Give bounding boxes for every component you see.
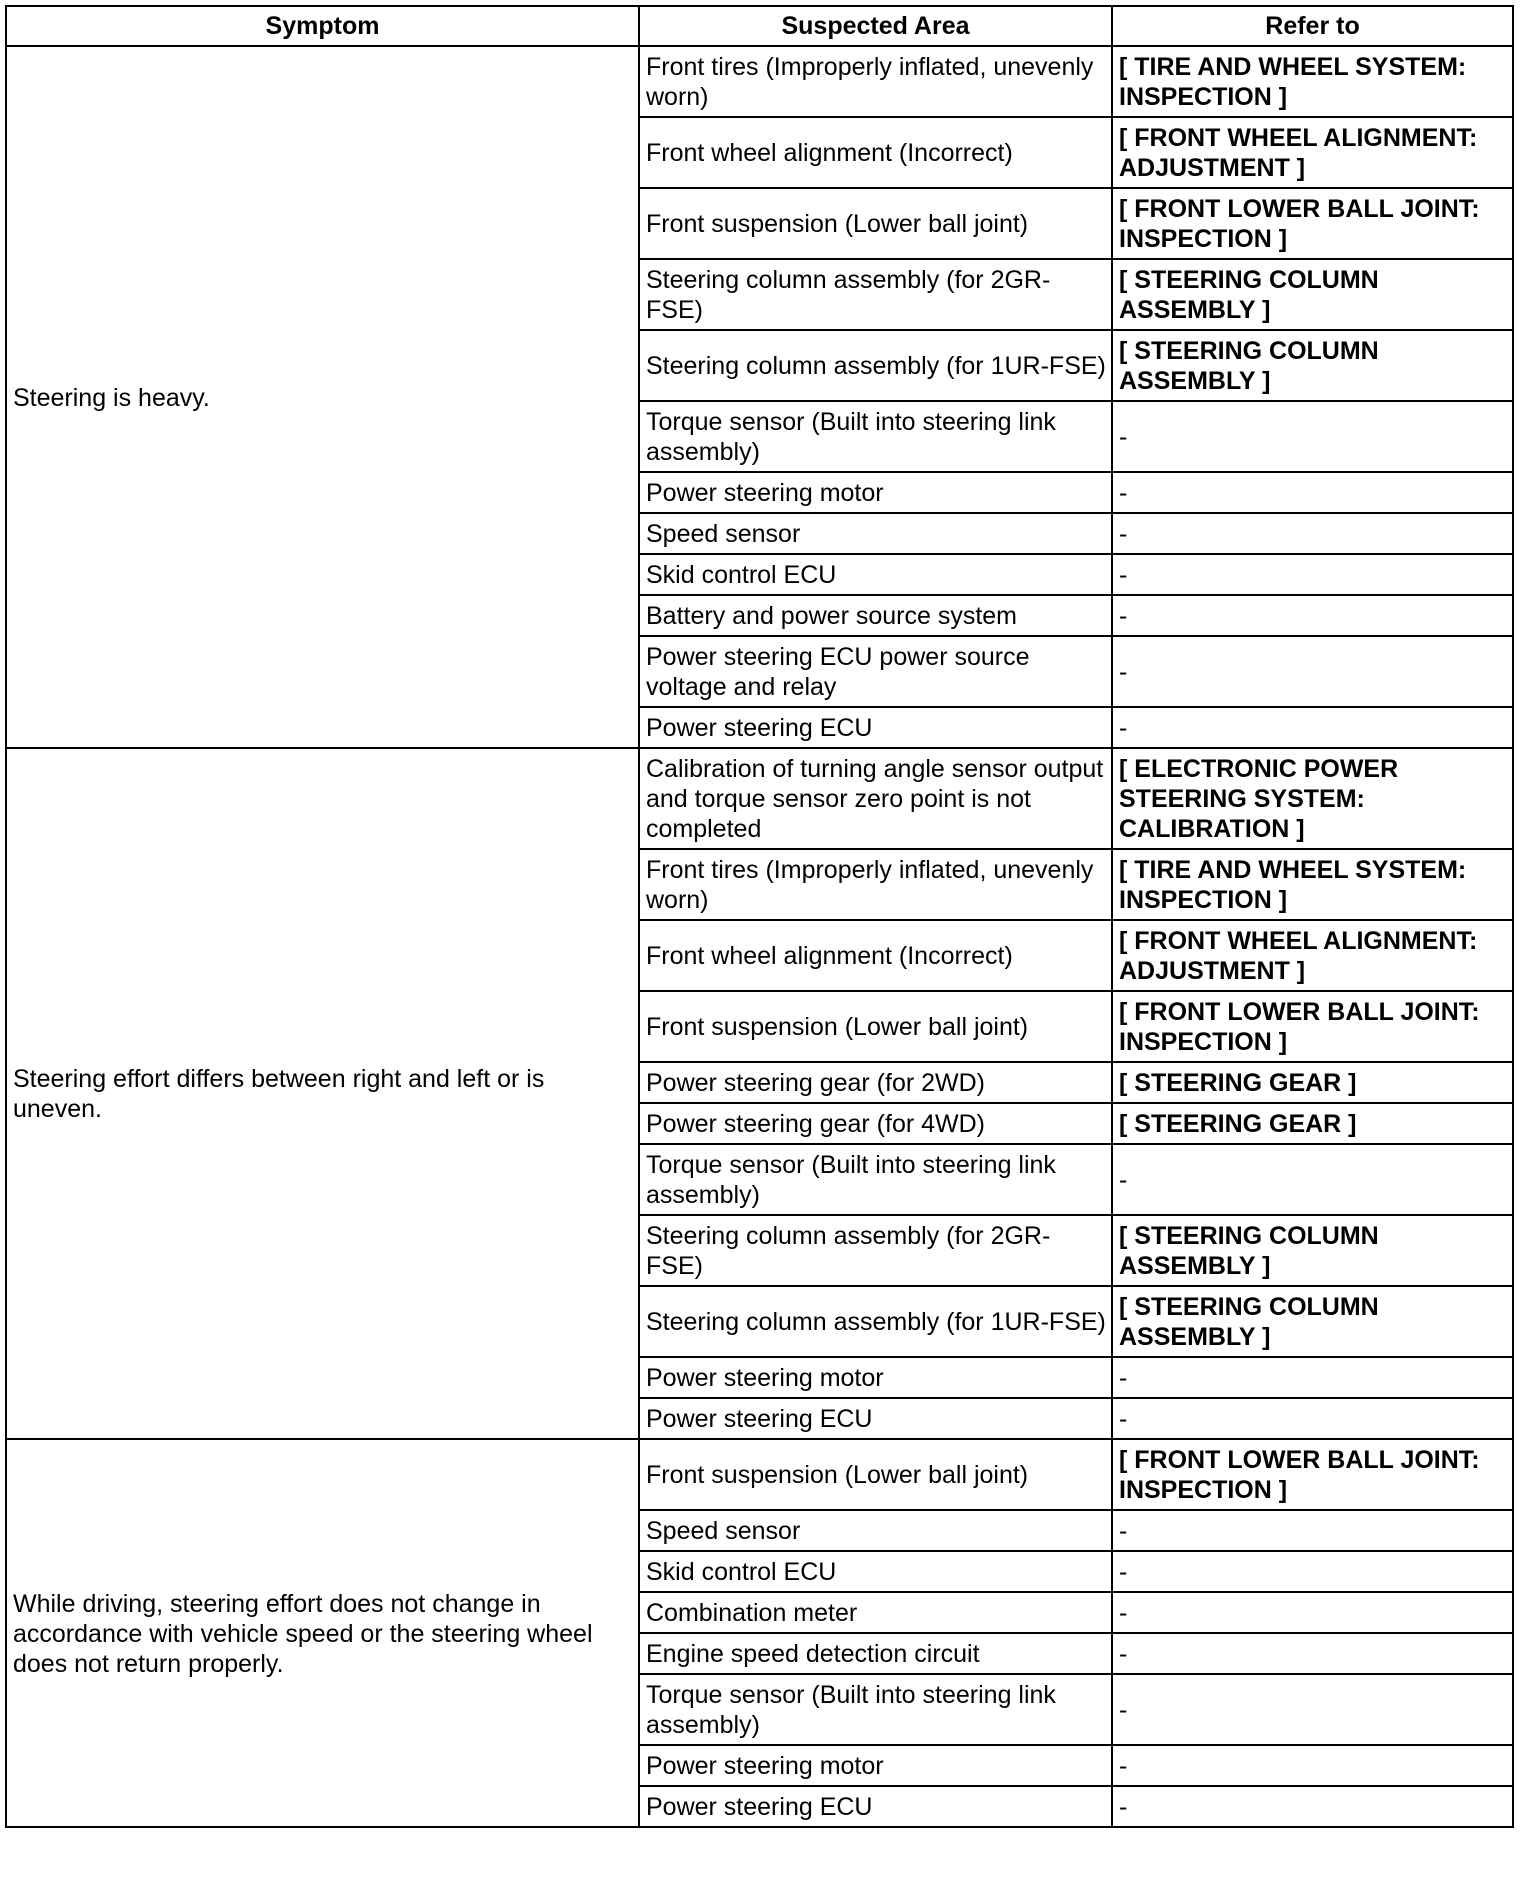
header-symptom: Symptom [6,6,639,46]
suspected-area-cell: Front wheel alignment (Incorrect) [639,920,1112,991]
refer-to-cell: [ TIRE AND WHEEL SYSTEM: INSPECTION ] [1112,46,1513,117]
suspected-area-cell: Power steering motor [639,1357,1112,1398]
refer-to-cell: - [1112,1633,1513,1674]
refer-to-cell: [ FRONT WHEEL ALIGNMENT: ADJUSTMENT ] [1112,117,1513,188]
suspected-area-cell: Power steering motor [639,472,1112,513]
suspected-area-cell: Speed sensor [639,513,1112,554]
suspected-area-cell: Steering column assembly (for 2GR-FSE) [639,259,1112,330]
refer-to-cell: - [1112,707,1513,748]
refer-to-cell: [ FRONT LOWER BALL JOINT: INSPECTION ] [1112,991,1513,1062]
refer-to-cell: [ STEERING COLUMN ASSEMBLY ] [1112,259,1513,330]
refer-to-cell: - [1112,554,1513,595]
refer-to-cell: [ STEERING GEAR ] [1112,1062,1513,1103]
suspected-area-cell: Front suspension (Lower ball joint) [639,1439,1112,1510]
header-refer-to: Refer to [1112,6,1513,46]
suspected-area-cell: Calibration of turning angle sensor output and torque sensor zero point is not completed [639,748,1112,849]
refer-to-cell: - [1112,1674,1513,1745]
suspected-area-cell: Steering column assembly (for 2GR-FSE) [639,1215,1112,1286]
refer-to-cell: - [1112,1551,1513,1592]
suspected-area-cell: Front suspension (Lower ball joint) [639,991,1112,1062]
refer-to-cell: - [1112,1144,1513,1215]
refer-to-cell: - [1112,595,1513,636]
refer-to-cell: [ TIRE AND WHEEL SYSTEM: INSPECTION ] [1112,849,1513,920]
suspected-area-cell: Power steering gear (for 2WD) [639,1062,1112,1103]
refer-to-cell: - [1112,513,1513,554]
refer-to-cell: [ FRONT WHEEL ALIGNMENT: ADJUSTMENT ] [1112,920,1513,991]
suspected-area-cell: Front tires (Improperly inflated, unevenly worn) [639,849,1112,920]
suspected-area-cell: Power steering ECU [639,707,1112,748]
symptom-cell: Steering effort differs between right and left or is uneven. [6,748,639,1439]
refer-to-cell: - [1112,1357,1513,1398]
suspected-area-cell: Front wheel alignment (Incorrect) [639,117,1112,188]
refer-to-cell: - [1112,472,1513,513]
suspected-area-cell: Power steering ECU power source voltage and relay [639,636,1112,707]
table-body [6,46,1513,1827]
suspected-area-cell: Power steering motor [639,1745,1112,1786]
suspected-area-cell: Steering column assembly (for 1UR-FSE) [639,330,1112,401]
suspected-area-cell: Torque sensor (Built into steering link assembly) [639,1144,1112,1215]
symptom-cell: Steering is heavy. [6,46,639,748]
header-suspected-area: Suspected Area [639,6,1112,46]
refer-to-cell: [ FRONT LOWER BALL JOINT: INSPECTION ] [1112,188,1513,259]
troubleshooting-table [5,5,1514,1828]
suspected-area-cell: Power steering ECU [639,1786,1112,1827]
refer-to-cell: - [1112,1786,1513,1827]
table-row [6,46,1513,117]
table-row [6,1439,1513,1510]
refer-to-cell: - [1112,636,1513,707]
refer-to-cell: - [1112,1510,1513,1551]
suspected-area-cell: Skid control ECU [639,1551,1112,1592]
refer-to-cell: [ STEERING COLUMN ASSEMBLY ] [1112,330,1513,401]
suspected-area-cell: Engine speed detection circuit [639,1633,1112,1674]
suspected-area-cell: Speed sensor [639,1510,1112,1551]
table-row [6,748,1513,849]
suspected-area-cell: Front tires (Improperly inflated, unevenly worn) [639,46,1112,117]
suspected-area-cell: Combination meter [639,1592,1112,1633]
suspected-area-cell: Skid control ECU [639,554,1112,595]
refer-to-cell: [ STEERING GEAR ] [1112,1103,1513,1144]
suspected-area-cell: Power steering ECU [639,1398,1112,1439]
refer-to-cell: - [1112,401,1513,472]
refer-to-cell: - [1112,1398,1513,1439]
refer-to-cell: [ STEERING COLUMN ASSEMBLY ] [1112,1215,1513,1286]
refer-to-cell: [ ELECTRONIC POWER STEERING SYSTEM: CALIBRATION ] [1112,748,1513,849]
suspected-area-cell: Front suspension (Lower ball joint) [639,188,1112,259]
suspected-area-cell: Battery and power source system [639,595,1112,636]
symptom-cell: While driving, steering effort does not change in accordance with vehicle speed or the steering wheel does not return properly. [6,1439,639,1827]
table-header-row [6,6,1513,46]
suspected-area-cell: Torque sensor (Built into steering link assembly) [639,401,1112,472]
refer-to-cell: [ STEERING COLUMN ASSEMBLY ] [1112,1286,1513,1357]
refer-to-cell: - [1112,1745,1513,1786]
suspected-area-cell: Torque sensor (Built into steering link assembly) [639,1674,1112,1745]
suspected-area-cell: Power steering gear (for 4WD) [639,1103,1112,1144]
refer-to-cell: - [1112,1592,1513,1633]
suspected-area-cell: Steering column assembly (for 1UR-FSE) [639,1286,1112,1357]
refer-to-cell: [ FRONT LOWER BALL JOINT: INSPECTION ] [1112,1439,1513,1510]
